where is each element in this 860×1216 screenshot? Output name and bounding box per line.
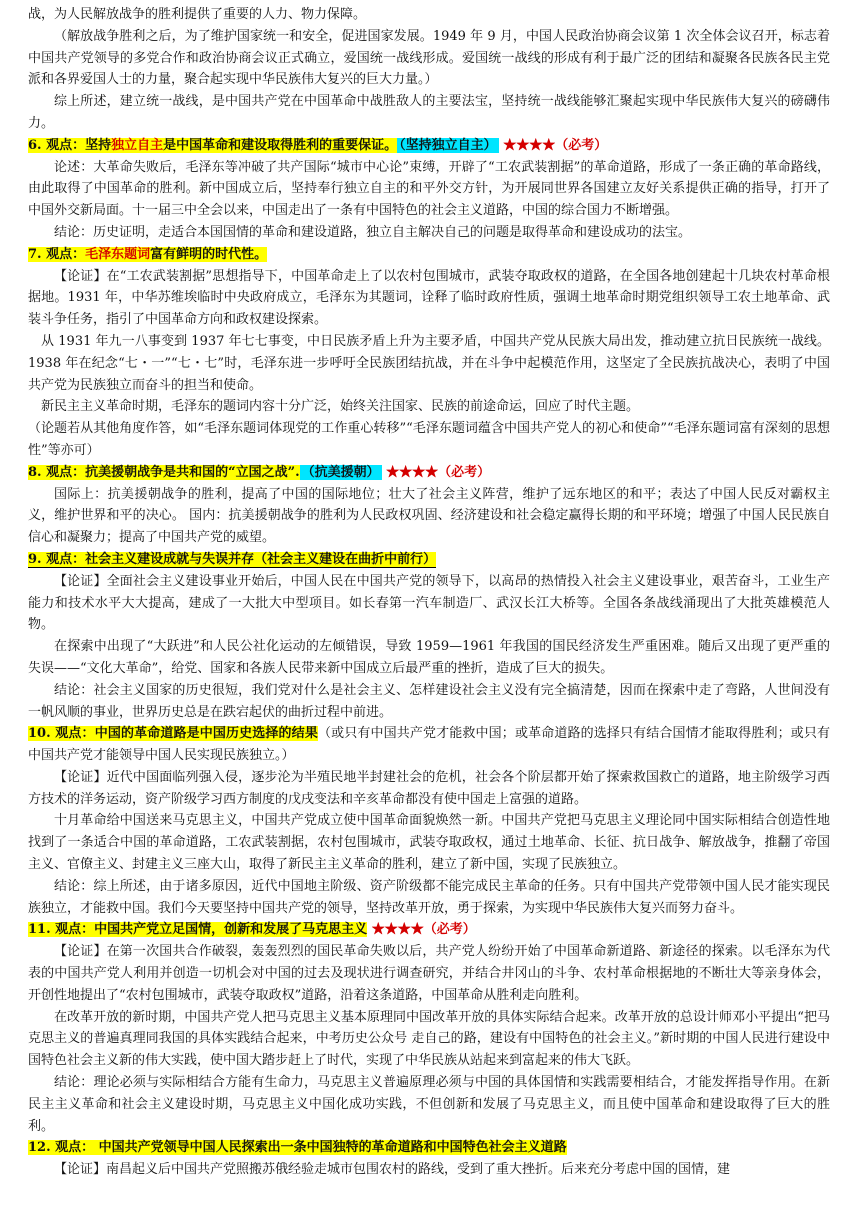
- heading-text: 观点：: [46, 246, 86, 262]
- topic-tag: （坚持独立自主）: [399, 137, 497, 153]
- paragraph: 【论证】南昌起义后中国共产党照搬苏俄经验走城市包围农村的路线，受到了重大挫折。后来充分考虑中国的国情，建: [54, 1162, 731, 1178]
- topic-tag: （抗美援朝）: [301, 464, 380, 480]
- paragraph: 结论：历史证明，走适合本国国情的革命和建设道路，独立自主解决自己的问题是取得革命和建设成功的法宝。: [54, 224, 692, 240]
- paragraph: 【论证】在“工农武装割据”思想指导下，中国革命走上了以农村包围城市，武装夺取政权的道路，在全国各地创建起十几块农村革命根据地。1931 年，中华苏维埃临时中央政府成立，毛泽东为其题词，诠释了临时政府性质，强调土地革命时期党组织领导工农土地革命、武装斗争任务，指引了中国革命方向和政权建设探索。: [28, 268, 830, 328]
- paragraph: （解放战争胜利之后，为了维护国家统一和安全，促进国家发展。1949 年 9 月，中国人民政治协商会议第 1 次全体会议召开，标志着中国共产党领导的多党合作和政治协商会议正式确立，爱国统一战线形成。爱国统一战线的形成有利于最广泛的团结和凝聚各民族各民主党派和各界爱国人士的力量，聚合起实现中华民族伟大复兴的巨大力量。）: [28, 28, 830, 88]
- paragraph: 十月革命给中国送来马克思主义，中国共产党成立使中国革命面貌焕然一新。中国共产党把马克思主义理论同中国实际相结合创造性地找到了一条适合中国的革命道路，工农武装割据，农村包围城市，武装夺取政权，通过土地革命、长征、抗日战争、解放战争，推翻了帝国主义、官僚主义、封建主义三座大山，取得了新民主主义革命的胜利，建立了新中国，实现了民族独立。: [28, 813, 830, 873]
- heading-text: 观点： 中国共产党领导中国人民探索出一条中国独特的革命道路和中国特色社会主义道路: [55, 1140, 567, 1156]
- paragraph: 在改革开放的新时期，中国共产党人把马克思主义基本原理同中国改革开放的具体实际结合起来。改革开放的总设计师邓小平提出“把马克思主义的普遍真理同我国的具体实践结合起来，中考历史公众号 走自己的路，建设有中国特色的社会主义。”新时期的中国人民进行建设中国特色社会主义新的伟大实践，使中国大踏步赶上了时代，实现了中华民族从站起来到富起来的伟大飞跃。: [28, 1009, 830, 1069]
- paragraph: 新民主主义革命时期，毛泽东的题词内容十分广泛，始终关注国家、民族的前途命运，回应了时代主题。: [41, 399, 640, 415]
- heading-text: 观点：中国的革命道路是中国历史选择的结果: [55, 726, 318, 742]
- paragraph: 【论证】近代中国面临列强入侵，逐步沦为半殖民地半封建社会的危机，社会各个阶层都开始了探索救国救亡的道路，地主阶级学习西方技术的洋务运动，资产阶级学习西方制度的戊戌变法和辛亥革命都没有使中国走上富强的道路。: [28, 769, 830, 807]
- section-number: 9.: [28, 551, 42, 567]
- paragraph: 结论：综上所述，由于诸多原因，近代中国地主阶级、资产阶级都不能完成民主革命的任务。只有中国共产党带领中国人民才能实现民族独立，才能救中国。我们今天要坚持中国共产党的领导，坚持改革开放，勇于探索，为实现中华民族伟大复兴而努力奋斗。: [28, 878, 830, 916]
- section-number: 11.: [28, 922, 51, 938]
- paragraph: 论述：大革命失败后，毛泽东等冲破了共产国际“城市中心论”束缚，开辟了“工农武装割据”的革命道路，形成了一条正确的革命路线，由此取得了中国革命的胜利。新中国成立后，坚持奉行独立自主的和平外交方针，为开展同世界各国建立友好关系提供正确的指导，打开了中国外交新局面。十一届三中全会以来，中国走出了一条有中国特色的社会主义道路，中国的综合国力不断增强。: [28, 159, 830, 219]
- heading-keyword: 毛泽东题词: [85, 246, 151, 262]
- heading-highlight: [28, 247, 267, 262]
- star-rating: ★★★★（必考）: [371, 922, 476, 938]
- paragraph: 从 1931 年九一八事变到 1937 年七七事变，中日民族矛盾上升为主要矛盾，中国共产党从民族大局出发，推动建立抗日民族统一战线。1938 年在纪念“七・一”“七・七”时，毛泽东进一步呼吁全民族团结抗战，并在斗争中起模范作用，这坚定了全民族抗战决心，表明了中国共产党为民族独立而奋斗的担当和使命。: [28, 333, 830, 393]
- section-heading-7: [28, 244, 830, 266]
- paragraph: 在探索中出现了“大跃进”和人民公社化运动的左倾错误，导致 1959—1961 年我国的国民经济发生严重困难。随后又出现了更严重的失误——“文化大革命”，给党、国家和各族人民带来新中国成立后最严重的挫折，造成了巨大的损失。: [28, 639, 830, 676]
- heading-text: 观点：中国共产党立足国情，创新和发展了马克思主义: [55, 922, 368, 938]
- paragraph: （论题若从其他角度作答，如“毛泽东题词体现党的工作重心转移”“毛泽东题词蕴含中国共产党人的初心和使命”“毛泽东题词富有深刻的思想性”等亦可）: [28, 421, 830, 458]
- section-number: 12.: [28, 1140, 51, 1156]
- heading-keyword: 独立自主: [111, 137, 164, 153]
- section-number: 7.: [28, 246, 42, 262]
- paragraph: 结论：理论必须与实际相结合方能有生命力，马克思主义普遍原理必须与中国的具体国情和实践需要相结合，才能发挥指导作用。在新民主主义革命和社会主义建设时期，马克思主义中国化成功实践，不但创新和发展了马克思主义，而且使中国革命和建设取得了巨大的胜利。: [28, 1075, 830, 1134]
- section-heading-10: [28, 723, 830, 767]
- heading-text: 富有鲜明的时代性。: [150, 246, 268, 262]
- heading-highlight: [28, 138, 397, 153]
- section-number: 6.: [28, 137, 42, 153]
- paragraph: 战，为人民解放战争的胜利提供了重要的人力、物力保障。: [28, 7, 367, 22]
- section-heading-8: [28, 462, 830, 484]
- heading-highlight: [28, 1140, 567, 1155]
- paragraph: 【论证】在第一次国共合作破裂，轰轰烈烈的国民革命失败以后，共产党人纷纷开始了中国革命新道路、新途径的探索。以毛泽东为代表的中国共产党人利用并创造一切机会对中国的过去及现状进行调查研究，并结合井冈山的斗争、农村革命根据地的不断壮大等亲身体会，开创性地提出了“农村包围城市，武装夺取政权”道路，沿着这条道路，中国革命从胜利走向胜利。: [28, 944, 830, 1003]
- paragraph: 【论证】全面社会主义建设事业开始后，中国人民在中国共产党的领导下，以高昂的热情投入社会主义建设事业，艰苦奋斗，工业生产能力和技术水平大大提高，建成了一大批大中型项目。如长春第一汽车制造厂、武汉长江大桥等。全国各条战线涌现出了大批英雄模范人物。: [28, 573, 830, 633]
- heading-highlight: [28, 726, 318, 741]
- heading-highlight: [28, 465, 300, 480]
- section-heading-11: [28, 919, 830, 941]
- paragraph: 结论：社会主义国家的历史很短，我们党对什么是社会主义、怎样建设社会主义没有完全搞清楚，因而在探索中走了弯路，人世间没有一帆风顺的事业，世界历史总是在跌宕起伏的曲折过程中前进。: [28, 682, 830, 720]
- section-number: 8.: [28, 464, 42, 480]
- paragraph: 综上所述，建立统一战线，是中国共产党在中国革命中战胜敌人的主要法宝，坚持统一战线能够汇聚起实现中华民族伟大复兴的磅礴伟力。: [28, 94, 830, 131]
- heading-text: 观点：抗美援朝战争是共和国的“立国之战”.: [46, 464, 300, 480]
- star-rating: ★★★★（必考）: [503, 137, 608, 153]
- heading-text: 是中国革命和建设取得胜利的重要保证。: [163, 137, 398, 153]
- heading-text: 观点：社会主义建设成就与失误并存（社会主义建设在曲折中前行）: [46, 551, 437, 567]
- section-number: 10.: [28, 726, 51, 742]
- section-heading-6: [28, 135, 830, 157]
- section-heading-9: [28, 549, 830, 571]
- section-heading-12: [28, 1137, 830, 1159]
- paragraph: 国际上：抗美援朝战争的胜利，提高了中国的国际地位；壮大了社会主义阵营，维护了远东地区的和平；表达了中国人民反对霸权主义，维护世界和平的决心。 国内：抗美援朝战争的胜利为人民政权巩固、经济建设和社会稳定赢得长期的和平环境；增强了中国人民民族自信心和凝聚力；提高了中国共产党的威望。: [28, 486, 830, 546]
- heading-highlight: [28, 552, 436, 568]
- heading-note: （或只有中国共产党才能救中国；或革命道路的选择只有结合国情才能取得胜利；或只有中国共产党才能领导中国人民实现民族独立。）: [28, 726, 830, 764]
- heading-highlight: [28, 922, 367, 937]
- star-rating: ★★★★（必考）: [386, 464, 491, 480]
- heading-text: 观点：坚持: [46, 137, 112, 153]
